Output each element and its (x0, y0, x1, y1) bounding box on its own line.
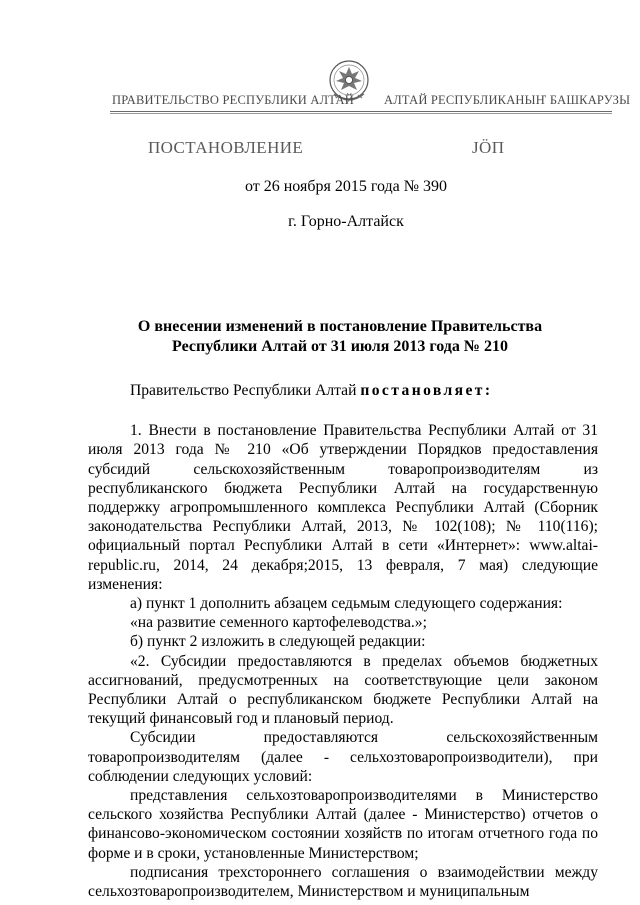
intro-prefix: Правительство Республики Алтай (130, 382, 361, 399)
body-paragraph: а) пункт 1 дополнить абзацем седьмым следующего содержания: (130, 595, 563, 613)
header-divider-secondary (110, 113, 612, 114)
body-paragraph: «2. Субсидии предоставляются в пределах объемов бюджетных ассигнований, предусмотренных на соответствующие цели законом Республики Алтай о республиканском бюджете Республики Алтай на текущий финансовый год и плановый период. (88, 652, 598, 728)
document-title: О внесении изменений в постановление Правительства Республики Алтай от 31 июля 2013 года № 210 (137, 318, 543, 355)
header-left-org: ПРАВИТЕЛЬСТВО РЕСПУБЛИКИ АЛТАЙ (112, 93, 354, 107)
body-paragraph: представления сельхозтоваропроизводителями в Министерство сельского хозяйства Республики Алтай (далее - Министерство) отчетов о финансово-экономическом состоянии хозяйств по итогам отчетного года по форме и в сроки, установленные Министерством; (88, 787, 598, 862)
body-paragraph: б) пункт 2 изложить в следующей редакции: (130, 633, 426, 651)
intro-decree-word: постановляет: (360, 382, 493, 399)
header-divider (110, 111, 612, 112)
document-city: г. Горно-Алтайск (288, 213, 404, 230)
intro-paragraph (88, 381, 598, 400)
header-right-org: АЛТАЙ РЕСПУБЛИКАНЫҤ БАШКАРУЗЫ (384, 93, 631, 107)
document-body (88, 381, 598, 901)
body-paragraph: «на развитие семенного картофелеводства.»; (130, 614, 427, 632)
document-kind-ru: ПОСТАНОВЛЕНИЕ (148, 138, 304, 157)
document-date: от 26 ноября 2015 года № 390 (244, 178, 448, 195)
body-paragraph: подписания трехстороннего соглашения о взаимодействии между сельхозтоваропроизводителем, Министерством и муниципальным (88, 863, 598, 901)
body-paragraph: Субсидии предоставляются сельскохозяйственным товаропроизводителям (далее - сельхозтоваропроизводители), при соблюдении следующих условий: (88, 729, 598, 785)
body-paragraph: 1. Внести в постановление Правительства Республики Алтай от 31 июля 2013 года № 210 «Об утверждении Порядков предоставления субсидий сельскохозяйственным товаропроизводителям из республиканского бюджета Республики Алтай на государственную поддержку агропромышленного комплекса Республики Алтай (Сборник законодательства Республики Алтай, 2013, № 102(108); № 110(116); официальный портал Республики Алтай в сети «Интернет»: www.altai-republic.ru, 2014, 24 декабря;2015, 13 февраля, 7 мая) следующие изменения: (88, 422, 598, 593)
document-kind-alt: ЈӦП (472, 138, 505, 157)
